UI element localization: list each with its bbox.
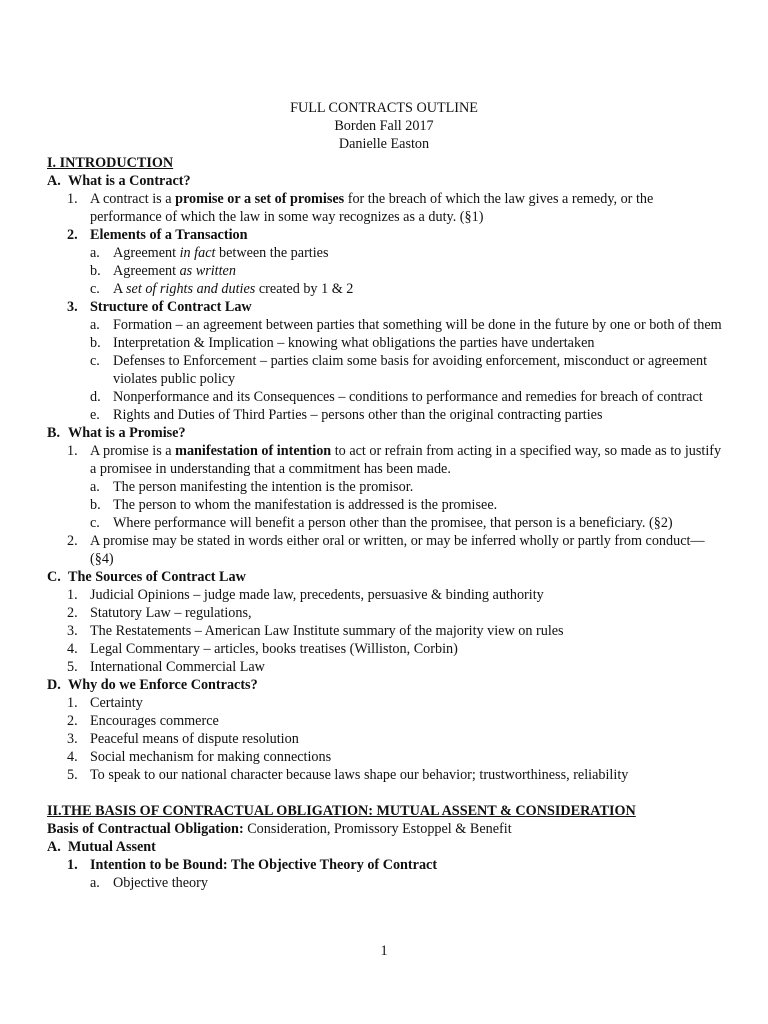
sub-item: [47, 334, 727, 352]
outline-label: C.: [47, 569, 61, 585]
item-text: Certainty: [90, 695, 143, 711]
item-number: 2.: [67, 713, 78, 729]
item-number: 4.: [67, 641, 78, 657]
item-text: Formation – an agreement between parties that something will be done in the future by one or both of them: [113, 317, 722, 333]
section-title: II.THE BASIS OF CONTRACTUAL OBLIGATION: MUTUAL ASSENT & CONSIDERATION: [47, 803, 636, 819]
item-number: 2.: [67, 533, 78, 549]
outline-title: What is a Contract?: [68, 173, 191, 189]
list-item: [47, 856, 727, 874]
sub-item: [47, 388, 727, 406]
section-heading: [47, 802, 727, 820]
basis-line: [47, 820, 727, 838]
document-title: FULL CONTRACTS OUTLINE: [290, 100, 478, 116]
basis-label: Basis of Contractual Obligation:: [47, 821, 244, 837]
item-text: Basis of Contractual Obligation: Consideration, Promissory Estoppel & Benefit: [47, 821, 512, 837]
outline-title: Why do we Enforce Contracts?: [68, 677, 258, 693]
item-text: The Restatements – American Law Institute summary of the majority view on rules: [90, 623, 564, 639]
sub-item: [47, 244, 727, 262]
list-item: [47, 298, 727, 316]
outline-label: A.: [47, 839, 61, 855]
list-item: [47, 442, 727, 478]
item-letter: b.: [90, 497, 101, 513]
sub-item: [47, 874, 727, 892]
item-title: Elements of a Transaction: [90, 227, 248, 243]
item-number: 1.: [67, 695, 78, 711]
author-name: Danielle Easton: [338, 136, 430, 152]
page-number: 1: [380, 943, 388, 959]
item-text: Legal Commentary – articles, books treatises (Williston, Corbin): [90, 641, 458, 657]
list-item: [47, 712, 727, 730]
item-text: Interpretation & Implication – knowing what obligations the parties have undertaken: [113, 335, 595, 351]
item-number: 3.: [67, 623, 78, 639]
item-text: A promise may be stated in words either oral or written, or may be inferred wholly or partly from conduct—(§4): [90, 533, 705, 567]
item-number: 1.: [67, 443, 78, 459]
document-header: [0, 99, 768, 153]
list-item: [47, 226, 727, 244]
outline-title: Mutual Assent: [68, 839, 156, 855]
item-letter: e.: [90, 407, 100, 423]
item-text: The person to whom the manifestation is addressed is the promisee.: [113, 497, 498, 513]
sub-item: [47, 262, 727, 280]
item-letter: c.: [90, 353, 100, 369]
list-item: [47, 748, 727, 766]
sub-item: [47, 316, 727, 334]
section-title: I. INTRODUCTION: [47, 155, 174, 171]
section-heading: [47, 154, 727, 172]
course-name: Borden Fall 2017: [334, 118, 434, 134]
item-text: Judicial Opinions – judge made law, precedents, persuasive & binding authority: [90, 587, 544, 603]
item-number: 5.: [67, 767, 78, 783]
list-item: [47, 190, 727, 226]
item-text: Agreement as written: [113, 263, 236, 279]
item-text: Where performance will benefit a person other than the promisee, that person is a beneficiary. (§2): [113, 515, 673, 531]
item-text: Encourages commerce: [90, 713, 219, 729]
sub-item: [47, 496, 727, 514]
outline-heading: [47, 424, 727, 442]
sub-item: [47, 280, 727, 298]
item-number: 4.: [67, 749, 78, 765]
item-title: Structure of Contract Law: [90, 299, 252, 315]
item-text: A set of rights and duties created by 1 & 2: [113, 281, 354, 297]
item-number: 2.: [67, 227, 78, 243]
item-letter: d.: [90, 389, 101, 405]
item-number: 3.: [67, 299, 78, 315]
list-item: [47, 766, 727, 784]
item-number: 3.: [67, 731, 78, 747]
item-text: A contract is a promise or a set of promises for the breach of which the law gives a remedy, or the performance of which the law in some way recognizes as a duty. (§1): [90, 191, 654, 225]
sub-item: [47, 352, 727, 388]
outline-heading: [47, 568, 727, 586]
list-item: [47, 586, 727, 604]
sub-item: [47, 478, 727, 496]
item-letter: c.: [90, 515, 100, 531]
list-item: [47, 694, 727, 712]
item-number: 1.: [67, 587, 78, 603]
sub-item: [47, 514, 727, 532]
item-text: International Commercial Law: [90, 659, 265, 675]
spacer: [47, 784, 727, 802]
item-letter: b.: [90, 335, 101, 351]
list-item: [47, 730, 727, 748]
bold-term: promise or a set of promises: [175, 191, 345, 207]
item-text: Peaceful means of dispute resolution: [90, 731, 299, 747]
item-letter: a.: [90, 875, 100, 891]
outline-title: What is a Promise?: [68, 425, 186, 441]
outline-label: B.: [47, 425, 61, 441]
item-text: Nonperformance and its Consequences – conditions to performance and remedies for breach of contract: [113, 389, 703, 405]
item-letter: c.: [90, 281, 100, 297]
outline-body: [47, 154, 727, 892]
list-item: [47, 532, 727, 568]
list-item: [47, 622, 727, 640]
list-item: [47, 640, 727, 658]
item-text: To speak to our national character because laws shape our behavior; trustworthiness, reliability: [90, 767, 629, 783]
outline-heading: [47, 838, 727, 856]
outline-title: The Sources of Contract Law: [68, 569, 246, 585]
item-text: The person manifesting the intention is the promisor.: [113, 479, 414, 495]
item-letter: a.: [90, 479, 100, 495]
item-letter: a.: [90, 245, 100, 261]
item-text: Agreement in fact between the parties: [113, 245, 329, 261]
outline-label: D.: [47, 677, 61, 693]
item-number: 2.: [67, 605, 78, 621]
item-text: Rights and Duties of Third Parties – persons other than the original contracting parties: [113, 407, 603, 423]
outline-heading: [47, 172, 727, 190]
item-text: Social mechanism for making connections: [90, 749, 332, 765]
item-letter: a.: [90, 317, 100, 333]
item-text: Objective theory: [113, 875, 208, 891]
item-number: 1.: [67, 191, 78, 207]
bold-term: manifestation of intention: [175, 443, 332, 459]
item-number: 1.: [67, 857, 78, 873]
item-title: Intention to be Bound: The Objective Theory of Contract: [90, 857, 438, 873]
item-text: Defenses to Enforcement – parties claim some basis for avoiding enforcement, misconduct or agreement violates public policy: [113, 353, 708, 387]
list-item: [47, 604, 727, 622]
item-letter: b.: [90, 263, 101, 279]
item-text: Statutory Law – regulations,: [90, 605, 252, 621]
item-text: A promise is a manifestation of intention to act or refrain from acting in a specified way, so made as to justify a promisee in understanding that a commitment has been made.: [90, 443, 722, 477]
sub-item: [47, 406, 727, 424]
outline-label: A.: [47, 173, 61, 189]
item-number: 5.: [67, 659, 78, 675]
outline-heading: [47, 676, 727, 694]
list-item: [47, 658, 727, 676]
